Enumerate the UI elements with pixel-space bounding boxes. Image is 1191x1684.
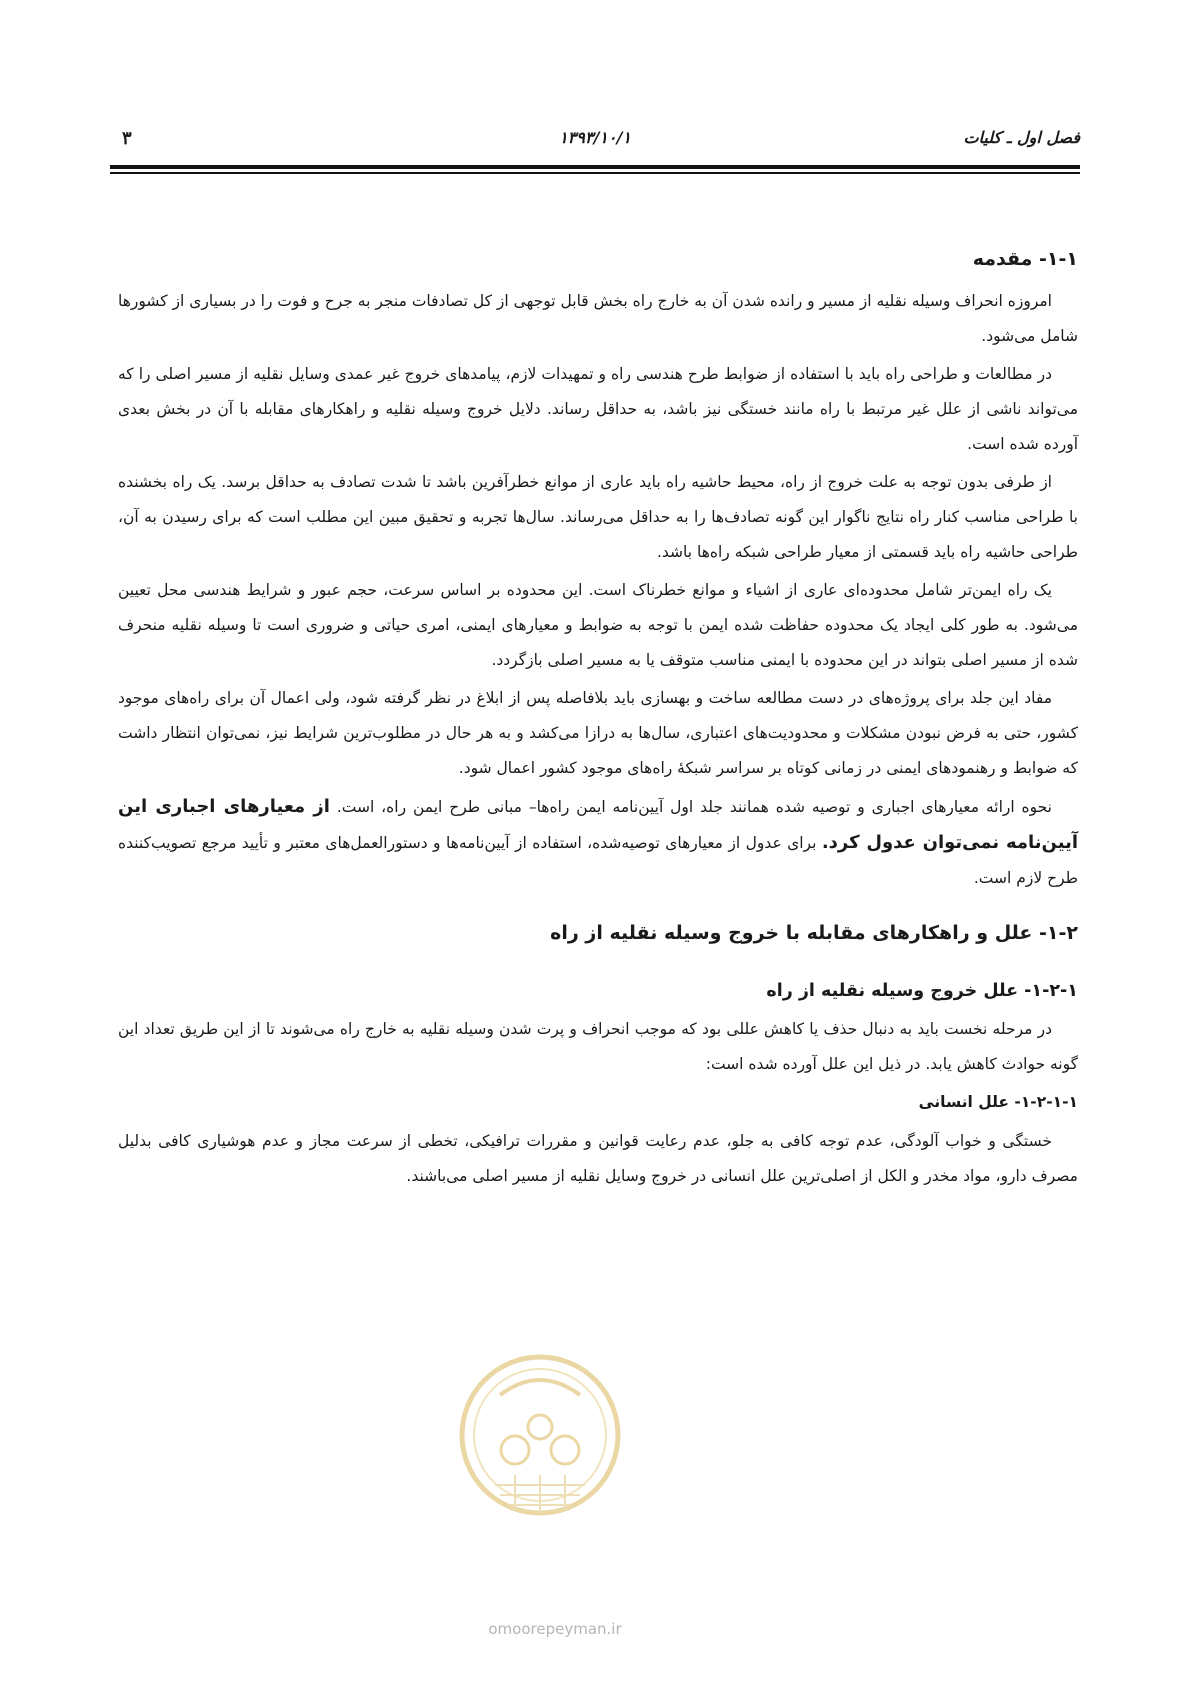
paragraph: یک راه ایمن‌تر شامل محدوده‌ای عاری از اشیاء و موانع خطرناک است. این محدوده بر اساس سرعت، حجم عبور و شرایط هندسی محل تعیین می‌شود. به طور کلی ایجاد یک محدوده حفاظت شده ایمن با توجه به ضوابط و معیارهای ایمنی، امری حیاتی و ضروری است تا وسیله نقلیه منحرف شده از مسیر اصلی بتواند در این محدوده با ایمنی مناسب متوقف یا به مسیر اصلی بازگردد. (118, 581, 1078, 669)
header-rule-thin (110, 172, 1080, 174)
paragraph: در مرحله نخست باید به دنبال حذف یا کاهش عللی بود که موجب انحراف و پرت شدن وسیله نقلیه به خارج راه می‌شوند تا از این طریق تعداد این گونه حوادث کاهش یابد. در ذیل این علل آورده شده است: (118, 1020, 1078, 1073)
document-body (118, 244, 1078, 1197)
paragraph: امروزه انحراف وسیله نقلیه از مسیر و رانده شدن آن به خارج راه بخش قابل توجهی از کل تصادفات منجر به جرح و فوت را در بسیاری از کشورها شامل می‌شود. (118, 292, 1078, 345)
subsubsection-heading-human: ۱-۲-۱-۱- علل انسانی (918, 1093, 1078, 1111)
section-heading-causes: ۱-۲- علل و راهکارهای مقابله با خروج وسیله نقلیه از راه (550, 922, 1078, 944)
page-number: ۳ (122, 128, 132, 149)
document-date: ۱۳۹۳/۱۰/۱ (559, 128, 631, 147)
paragraph-text: نحوه ارائه معیارهای اجباری و توصیه شده همانند جلد اول آیین‌نامه ایمن راه‌ها– مبانی طرح ایمن راه، است. (329, 798, 1052, 816)
paragraph: در مطالعات و طراحی راه باید با استفاده از ضوابط طرح هندسی راه و تمهیدات لازم، پیامدهای خروج غیر عمدی وسایل نقلیه از مسیر اصلی را که می‌تواند ناشی از علل غیر مرتبط با راه مانند خستگی نیز باشد، به حداقل رساند. دلایل خروج وسیله نقلیه و راهکارهای مقابله با آن در بخش بعدی آورده شده است. (118, 365, 1078, 453)
paragraph-mandatory-criteria (118, 789, 1078, 896)
page-header (110, 128, 1080, 158)
bold-statement: از معیارهای اجباری این آیین‌نامه نمی‌توان عدول کرد. (118, 796, 1078, 853)
chapter-title: فصل اول ـ کلیات (963, 128, 1080, 147)
paragraph-text: برای عدول از معیارهای توصیه‌شده، استفاده از آیین‌نامه‌ها و دستورالعمل‌های معتبر و تأیید مرجع تصویب‌کننده طرح لازم است. (118, 834, 1078, 887)
section-heading-intro: ۱-۱- مقدمه (972, 248, 1078, 270)
paragraph: مفاد این جلد برای پروژه‌های در دست مطالعه ساخت و بهسازی باید بلافاصله پس از ابلاغ در نظر گرفته شود، ولی اعمال آن برای راه‌های موجود کشور، حتی به فرض نبودن مشکلات و محدودیت‌های اعتباری، سال‌ها به درازا می‌کشد و به هر حال در مطلوب‌ترین شرایط نیز، نمی‌توان انتظار داشت که ضوابط و رهنمودهای ایمنی در زمانی کوتاه بر سراسر شبکهٔ راه‌های موجود کشور اعمال شود. (118, 689, 1078, 777)
watermark-seal-icon (455, 1345, 625, 1535)
subsection-heading-causes: ۱-۲-۱- علل خروج وسیله نقلیه از راه (766, 981, 1078, 1001)
paragraph: خستگی و خواب آلودگی، عدم توجه کافی به جلو، عدم رعایت قوانین و مقررات ترافیکی، تخطی از سرعت مجاز و عدم هوشیاری کافی بدلیل مصرف دارو، مواد مخدر و الکل از اصلی‌ترین علل انسانی در خروج وسایل نقلیه از مسیر اصلی می‌باشند. (118, 1132, 1078, 1185)
paragraph: از طرفی بدون توجه به علت خروج از راه، محیط حاشیه راه باید عاری از موانع خطرآفرین باشد تا شدت تصادف به حداقل برسد. یک راه بخشنده با طراحی مناسب کنار راه نتایج ناگوار این گونه تصادف‌ها را به حداقل می‌رساند. سال‌ها تجربه و تحقیق مبین این مطلب است که برای رسیدن به آن، طراحی حاشیه راه باید قسمتی از معیار طراحی شبکه راه‌ها باشد. (118, 473, 1078, 561)
watermark-website: omoorepeyman.ir (488, 1620, 622, 1638)
header-rule-thick (110, 165, 1080, 169)
